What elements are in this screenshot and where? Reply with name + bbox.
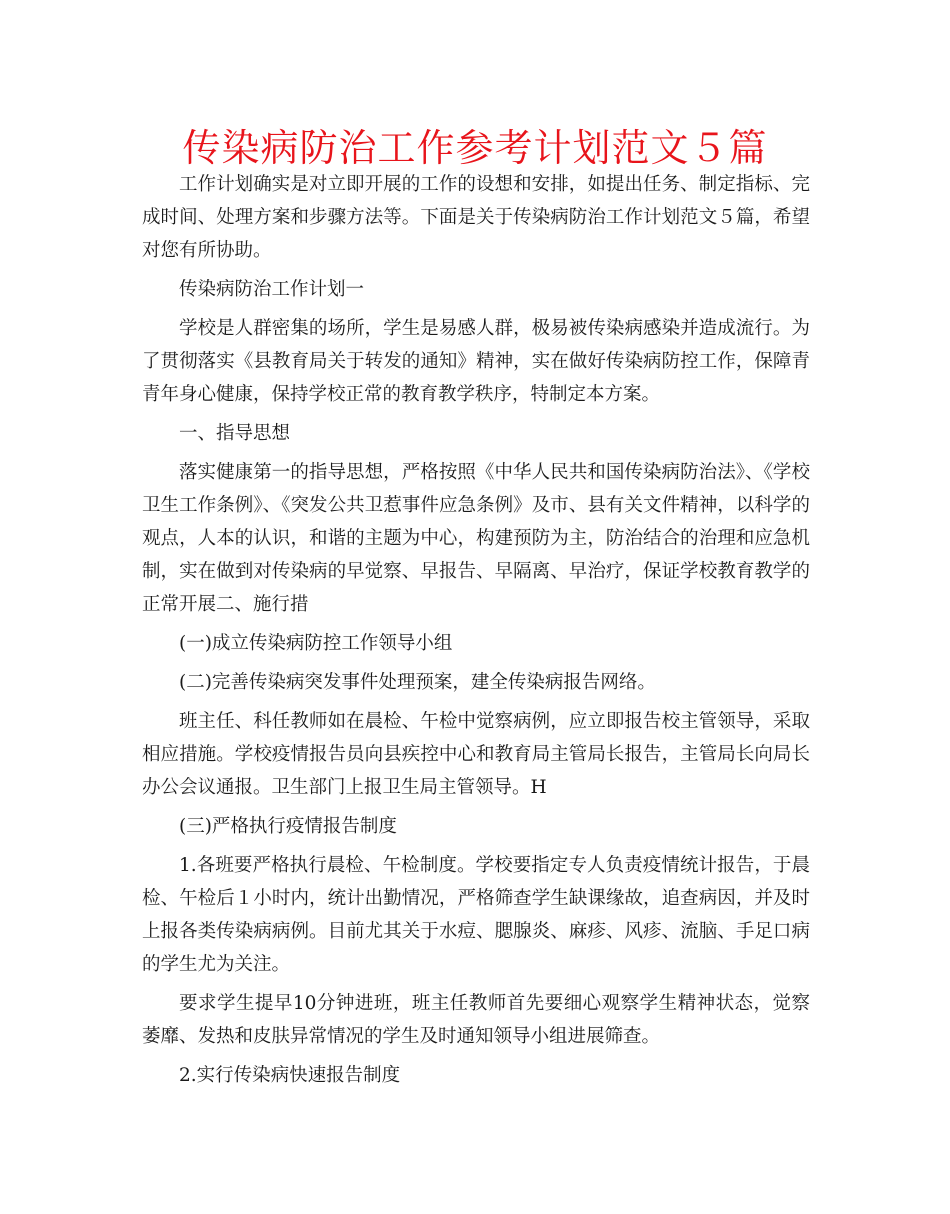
paragraph-guiding-ideology: 落实健康第一的指导思想，严格按照《中华人民共和国传染病防治法》、《学校卫生工作条例》、《突发公共卫惹事件应急条例》及市、县有关文件精神，以科学的观点，人本的认识，和谐的主题为中心，构建预防为主，防治结合的治理和应急机制，实在做到对传染病的早觉察、早报告、早隔离、早治疗，保证学校教育教学的正常开展二、施行措	[142, 462, 810, 615]
paragraph-reporting: 班主任、科任教师如在晨检、午检中觉察病例，应立即报告校主管领导，采取相应措施。学校疫情报告员向县疾控中心和教育局主管局长报告，主管局长向局长办公会议通报。卫生部门上报卫生局主管领导。H	[142, 711, 810, 798]
paragraph-morning-check: 1.各班要严格执行晨检、午检制度。学校要指定专人负责疫情统计报告，于晨检、午检后１小时内，统计出勤情况，严格筛查学生缺课缘故，追查病因，并及时上报各类传染病病例。目前尤其关于水痘、腮腺炎、麻疹、风疹、流脑、手足口病的学生尤为关注。	[142, 855, 810, 975]
item-emergency-plan: (二)完善传染病突发事件处理预案，建全传染病报告网络。	[179, 672, 656, 693]
heading-plan-one: 传染病防治工作计划一	[179, 279, 365, 300]
item-epidemic-reporting: (三)严格执行疫情报告制度	[179, 816, 397, 837]
document-title: 传染病防治工作参考计划范文５篇	[182, 126, 768, 170]
heading-guiding-ideology: 一、指导思想	[179, 423, 291, 444]
paragraph-school: 学校是人群密集的场所，学生是易感人群，极易被传染病感染并造成流行。为了贯彻落实《县教育局关于转发的通知》精神，实在做好传染病防控工作，保障青青年身心健康，保持学校正常的教育教学秩序，特制定本方案。	[142, 318, 810, 405]
paragraph-intro: 工作计划确实是对立即开展的工作的设想和安排，如提出任务、制定指标、完成时间、处理方案和步骤方法等。下面是关于传染病防治工作计划范文５篇，希望对您有所协助。	[142, 174, 810, 261]
paragraph-early-arrival: 要求学生提早10分钟进班，班主任教师首先要细心观察学生精神状态，觉察萎靡、发热和皮肤异常情况的学生及时通知领导小组进展筛查。	[142, 993, 810, 1047]
document-body	[142, 168, 810, 1098]
item-leadership-group: (一)成立传染病防控工作领导小组	[179, 633, 453, 654]
item-fast-reporting: 2.实行传染病快速报告制度	[179, 1065, 401, 1086]
